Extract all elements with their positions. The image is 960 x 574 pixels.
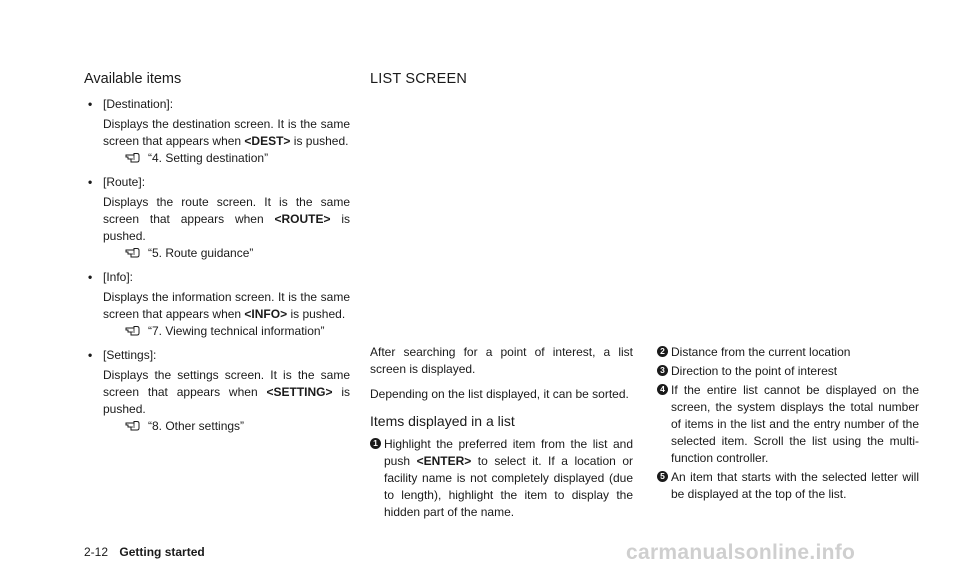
- item-label: [Settings]:: [103, 348, 157, 362]
- number-badge: 3: [657, 365, 668, 376]
- reference-hand-icon: [125, 152, 142, 164]
- numbered-item: 3 Direction to the point of interest: [657, 363, 919, 380]
- number-badge: 1: [370, 438, 381, 449]
- number-badge: 2: [657, 346, 668, 357]
- item-label: [Route]:: [103, 175, 146, 189]
- paragraph: After searching for a point of interest, a list screen is displayed.: [370, 345, 633, 376]
- numbered-item: 2 Distance from the current location: [657, 344, 919, 361]
- bullet-icon: •: [88, 97, 93, 111]
- items-in-list-subheading: Items displayed in a list: [370, 413, 515, 429]
- item-label: [Info]:: [103, 270, 134, 284]
- paragraph: Depending on the list displayed, it can be sorted.: [370, 387, 629, 401]
- reference-hand-icon: [125, 247, 142, 259]
- reference: “8. Other settings”: [125, 418, 350, 435]
- bullet-icon: •: [88, 175, 93, 189]
- reference: “7. Viewing technical information”: [125, 323, 350, 340]
- reference-hand-icon: [125, 420, 142, 432]
- item-description: Displays the information screen. It is the same screen that appears when <INFO> is pushed.: [103, 290, 350, 321]
- watermark: carmanualsonline.info: [626, 541, 856, 564]
- button-name: <ROUTE>: [274, 212, 331, 226]
- item-description: Displays the route screen. It is the same screen that appears when <ROUTE> is pushed.: [103, 195, 351, 243]
- button-name: <INFO>: [244, 307, 288, 321]
- list-item: [88, 174, 350, 262]
- list-item: [88, 269, 350, 340]
- numbered-item: 5 An item that starts with the selected letter will be displayed at the top of the list.: [657, 469, 919, 503]
- list-item: [88, 347, 350, 435]
- available-items-list: [88, 96, 350, 442]
- button-name: <ENTER>: [416, 454, 472, 468]
- page-footer: [84, 545, 205, 559]
- item-label: [Destination]:: [103, 97, 174, 111]
- bullet-icon: •: [88, 348, 93, 362]
- reference: “4. Setting destination”: [125, 150, 350, 167]
- number-badge: 4: [657, 384, 668, 395]
- bullet-icon: •: [88, 270, 93, 284]
- list-screen-heading: LIST SCREEN: [370, 71, 468, 87]
- list-items-continued: [657, 344, 919, 505]
- item-description: Displays the settings screen. It is the same screen that appears when <SETTING> is pushed.: [103, 368, 351, 416]
- item-description: Displays the destination screen. It is the same screen that appears when <DEST> is pushed.: [103, 117, 350, 148]
- button-name: <SETTING>: [266, 385, 333, 399]
- section-title: Getting started: [119, 545, 205, 559]
- available-items-heading: Available items: [84, 71, 182, 87]
- numbered-item: 4 If the entire list cannot be displayed on the screen, the system displays the total number of items in the list and the entry number of the selected item. Scroll the list using the multi-function controller.: [657, 382, 919, 467]
- numbered-item: 1 Highlight the preferred item from the list and push <ENTER> to select it. If a location or facility name is not completely displayed (due to length), highlight the item to display the hidden part of the name.: [370, 436, 633, 521]
- list-screen-body: [370, 344, 633, 521]
- reference: “5. Route guidance”: [125, 245, 350, 262]
- button-name: <DEST>: [244, 134, 291, 148]
- reference-hand-icon: [125, 325, 142, 337]
- number-badge: 5: [657, 471, 668, 482]
- list-item: [88, 96, 350, 167]
- page-number: 2-12: [84, 545, 109, 559]
